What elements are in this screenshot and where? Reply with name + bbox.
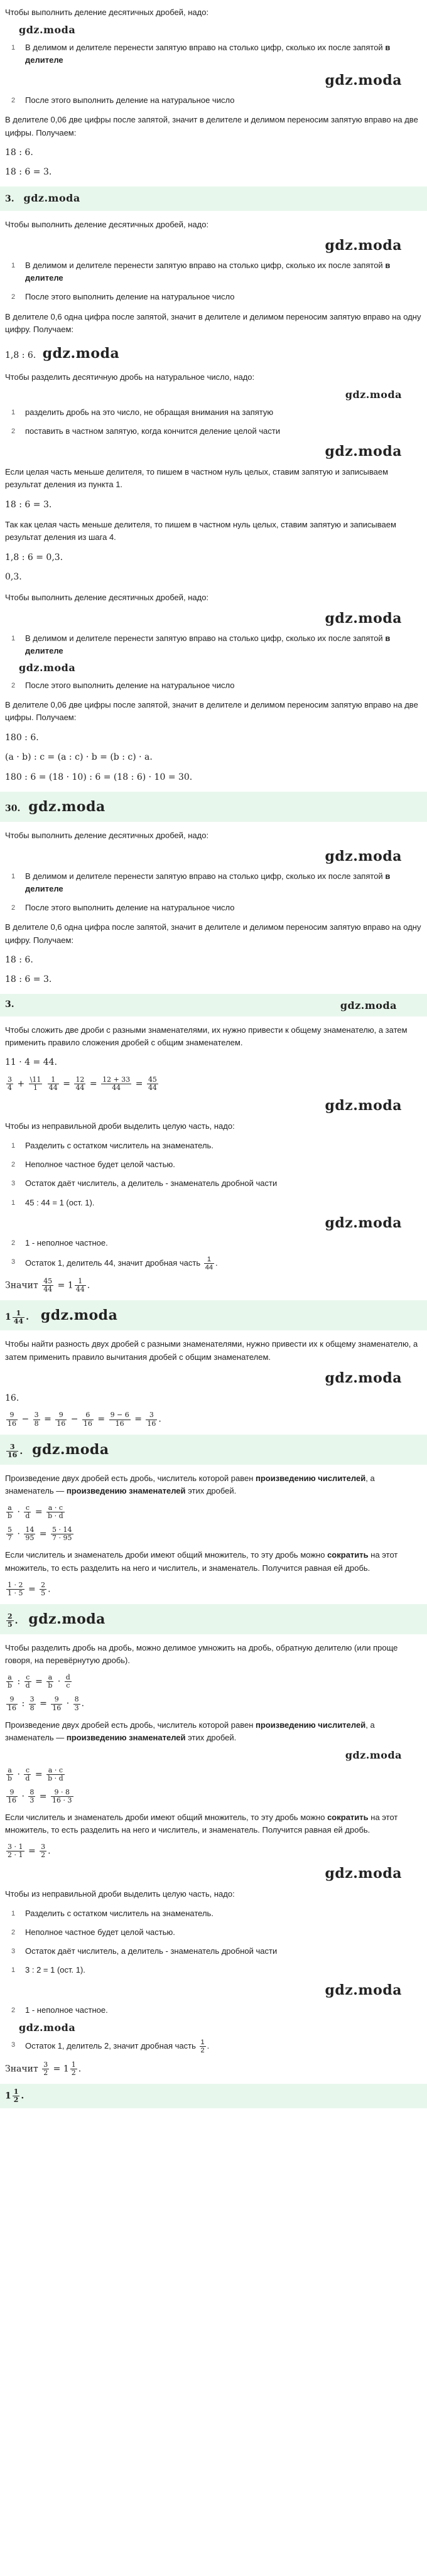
watermark: gdz.moda (325, 1369, 402, 1386)
s5-sum: $\frac{3}{4}$ + $\frac{\backslash 11}{1}$ $\frac{1}{44}$ = $\frac{12}{44}$ = $\frac{12 + 33}{44}$ = $\frac{45}{44}$ (8, 1075, 157, 1092)
s8-mult-specific: $\frac{9}{16}$ · $\frac{8}{3}$ = $\frac{9 \cdot 8}{16 \cdot 3}$ (8, 1787, 72, 1804)
list-item: 2 После этого выполнить деление на натуральное число (11, 95, 235, 105)
list-item: 1 В делимом и делителе перенести запятую вправо на столько цифр, сколько их после запятой в делителе (11, 42, 391, 65)
watermark: gdz.moda (32, 1441, 109, 1458)
s2-expr3: 1,8 : 6 = 0,3. (5, 552, 63, 563)
watermark: gdz.moda (19, 24, 76, 36)
s5-expr1: 11 · 4 = 44. (5, 1057, 57, 1068)
s2-explain2: Если целая часть меньше делителя, то пишем в частном нуль целых, ставим запятую и записываем результат деления из пункта 1. (5, 467, 389, 490)
list-item: 1 Разделить с остатком числитель на знаменатель. (11, 1141, 214, 1151)
s5-intro: Чтобы сложить две дроби с разными знаменателями, их нужно привести к общему знаменателю, а затем применить правило сложения дробей с общим знаменателем. (5, 1025, 408, 1047)
watermark: gdz.moda (325, 1982, 402, 1999)
s1-intro: Чтобы выполнить деление десятичных дробей, надо: (5, 8, 209, 17)
s7-reduce: Если числитель и знаменатель дроби имеют общий множитель, то эту дробь можно сократить на этот множитель, то есть разделить на него и числитель, и знаменатель. Получится равная ей дробь. (5, 1550, 398, 1573)
s1-explain: В делителе 0,06 две цифры после запятой, значит в делителе и делимом переносим запятую вправо на две цифры. Получаем: (5, 115, 418, 137)
s8-mult-general: $\frac{a}{b}$ · $\frac{c}{d}$ = $\frac{a \cdot c}{b \cdot d}$ (8, 1765, 63, 1782)
s4-intro: Чтобы выполнить деление десятичных дробей, надо: (5, 830, 209, 840)
list-item: 2 поставить в частном запятую, когда кончится деление целой части (11, 426, 281, 436)
watermark: gdz.moda (28, 798, 105, 815)
s7-intro: Произведение двух дробей есть дробь, числитель которой равен произведению числителей, а знаменатель — произведению знаменателей этих дробей. (5, 1473, 375, 1495)
s3-intro: Чтобы выполнить деление десятичных дробей, надо: (5, 592, 209, 602)
watermark: gdz.moda (19, 662, 76, 674)
list-item: 1 В делимом и делителе перенести запятую вправо на столько цифр, сколько их после запятой в делителе (11, 871, 391, 894)
s4-answer: 3. gdz.moda (0, 994, 427, 1016)
s2-intro: Чтобы выполнить деление десятичных дробей, надо: (5, 219, 209, 229)
s7-general: $\frac{a}{b}$ · $\frac{c}{d}$ = $\frac{a \cdot c}{b \cdot d}$ (8, 1504, 63, 1521)
s2-expr1: 1,8 : 6. gdz.moda (5, 340, 422, 367)
s3-expr3: 180 : 6 = (18 · 10) : 6 = (18 : 6) · 10 = 30. (5, 772, 193, 782)
s4-expr2: 18 : 6 = 3. (5, 974, 52, 985)
s5-answer: 1 $\frac{1}{44}$ . gdz.moda (0, 1300, 427, 1330)
s2-nat-intro: Чтобы разделить десятичную дробь на натуральное число, надо: (5, 372, 255, 382)
s6-expr1: 16. (5, 1393, 19, 1403)
watermark: gdz.moda (40, 1307, 118, 1324)
s1-expr1: 18 : 6. (5, 147, 33, 158)
list-item: 1 45 : 44 = 1 (ост. 1). (11, 1197, 95, 1207)
watermark: gdz.moda (325, 1865, 402, 1882)
s1-answer: 3. gdz.moda (0, 186, 427, 211)
s2-explain: В делителе 0,6 одна цифра после запятой, значит в делителе и делимом переносим запятую вправо на одну цифру. Получаем: (5, 311, 421, 334)
s8-reduced: $\frac{3 \cdot 1}{2 \cdot 1}$ = $\frac{3}{2}$ . (8, 1843, 51, 1860)
watermark: gdz.moda (325, 237, 402, 254)
watermark: gdz.moda (325, 1097, 402, 1114)
list-item: 2 Неполное частное будет целой частью. (11, 1927, 175, 1937)
list-item: 2 1 - неполное частное. (11, 1237, 108, 1248)
list-item: 3 Остаток 1, делитель 2, значит дробная часть $\frac{1}{2}$ . (11, 2039, 210, 2055)
s3-explain: В делителе 0,06 две цифры после запятой, значит в делителе и делимом переносим запятую вправо на две цифры. Получаем: (5, 700, 418, 723)
watermark: gdz.moda (325, 610, 402, 627)
s7-product: $\frac{5}{7}$ · $\frac{14}{95}$ = $\frac{5 \cdot 14}{7 \cdot 95}$ (8, 1526, 72, 1543)
watermark: gdz.moda (42, 345, 120, 362)
s8-mult-intro: Произведение двух дробей есть дробь, числитель которой равен произведению числителей, а знаменатель — произведению знаменателей этих дробей. (5, 1720, 375, 1742)
watermark: gdz.moda (325, 1214, 402, 1231)
s2-result: 0,3. (5, 572, 22, 583)
list-item: 2 Неполное частное будет целой частью. (11, 1160, 175, 1170)
s8-result: Значит $\frac{3}{2}$ = 1 $\frac{1}{2}$ . (5, 2060, 82, 2077)
watermark: gdz.moda (19, 2021, 76, 2034)
list-item: 2 После этого выполнить деление на натуральное число (11, 681, 235, 691)
s3-answer: 30. gdz.moda (0, 792, 427, 822)
list-item: 1 В делимом и делителе перенести запятую вправо на столько цифр, сколько их после запятой в делителе (11, 261, 391, 283)
watermark: gdz.moda (325, 443, 402, 460)
s8-improper-intro: Чтобы из неправильной дроби выделить целую часть, надо: (5, 1889, 235, 1899)
list-item: 2 После этого выполнить деление на натуральное число (11, 903, 235, 913)
list-item: 3 Остаток даёт числитель, а делитель - знаменатель дробной части (11, 1946, 278, 1956)
s6-answer: $\frac{3}{16}$ . gdz.moda (0, 1435, 427, 1465)
list-item: 1 В делимом и делителе перенести запятую вправо на столько цифр, сколько их после запятой в делителе (11, 633, 391, 656)
s8-answer: 1 $\frac{1}{2}$ . (0, 2084, 427, 2108)
s1-expr2: 18 : 6 = 3. (5, 167, 52, 178)
s2-expr2: 18 : 6 = 3. (5, 499, 52, 510)
watermark: gdz.moda (345, 389, 402, 401)
s3-expr1: 180 : 6. (5, 732, 39, 743)
s2-explain3: Так как целая часть меньше делителя, то пишем в частном нуль целых, ставим запятую и записываем результат деления из шага 4. (5, 520, 396, 542)
s7-reduced: $\frac{1 \cdot 2}{1 \cdot 5}$ = $\frac{2}{5}$ . (8, 1580, 51, 1597)
s6-intro: Чтобы найти разность двух дробей с разными знаменателями, нужно привести их к общему знаменателю, а затем применить правило вычитания дробей с общим знаменателем. (5, 1339, 418, 1362)
watermark: gdz.moda (23, 192, 80, 205)
list-item: 2 После этого выполнить деление на натуральное число (11, 292, 235, 302)
s4-explain: В делителе 0,6 одна цифра после запятой, значит в делителе и делимом переносим запятую вправо на одну цифру. Получаем: (5, 922, 421, 945)
watermark: gdz.moda (325, 72, 402, 89)
list-item: 1 разделить дробь на это число, не обращая внимания на запятую (11, 407, 274, 417)
list-item: 2 1 - неполное частное. (11, 2005, 108, 2015)
s4-expr1: 18 : 6. (5, 954, 33, 965)
s8-general: $\frac{a}{b}$ : $\frac{c}{d}$ = $\frac{a}{b}$ · $\frac{d}{c}$ (8, 1673, 70, 1690)
watermark: gdz.moda (340, 1000, 397, 1012)
watermark: gdz.moda (325, 848, 402, 865)
watermark: gdz.moda (345, 1749, 402, 1761)
s3-expr2: (a · b) : c = (a : c) · b = (b : c) · a. (5, 752, 153, 763)
s5-improper-intro: Чтобы из неправильной дроби выделить целую часть, надо: (5, 1121, 235, 1131)
s5-result: Значит $\frac{45}{44}$ = 1 $\frac{1}{44}$ . (5, 1277, 90, 1294)
s8-intro: Чтобы разделить дробь на дробь, можно делимое умножить на дробь, обратную делителю (или проще говоря, на перевёрнутую дробь). (5, 1642, 398, 1666)
s8-reduce: Если числитель и знаменатель дроби имеют общий множитель, то эту дробь можно сократить на этот множитель, то есть разделить на него и числитель, и знаменатель. Получится равная ей дробь. (5, 1813, 398, 1835)
list-item: 3 Остаток 1, делитель 44, значит дробная часть $\frac{1}{44}$ . (11, 1255, 218, 1272)
s8-specific: $\frac{9}{16}$ : $\frac{3}{8}$ = $\frac{9}{16}$ · $\frac{8}{3}$ . (8, 1695, 85, 1712)
list-item: 1 Разделить с остатком числитель на знаменатель. (11, 1908, 214, 1918)
s7-answer: $\frac{2}{5}$ . gdz.moda (0, 1604, 427, 1634)
list-item: 3 Остаток даёт числитель, а делитель - знаменатель дробной части (11, 1178, 278, 1188)
watermark: gdz.moda (28, 1610, 105, 1627)
list-item: 1 3 : 2 = 1 (ост. 1). (11, 1965, 85, 1975)
s6-diff: $\frac{9}{16}$ − $\frac{3}{8}$ = $\frac{9}{16}$ − $\frac{6}{16}$ = $\frac{9 - 6}{16}$ = $\frac{3}{16}$ . (8, 1411, 161, 1428)
